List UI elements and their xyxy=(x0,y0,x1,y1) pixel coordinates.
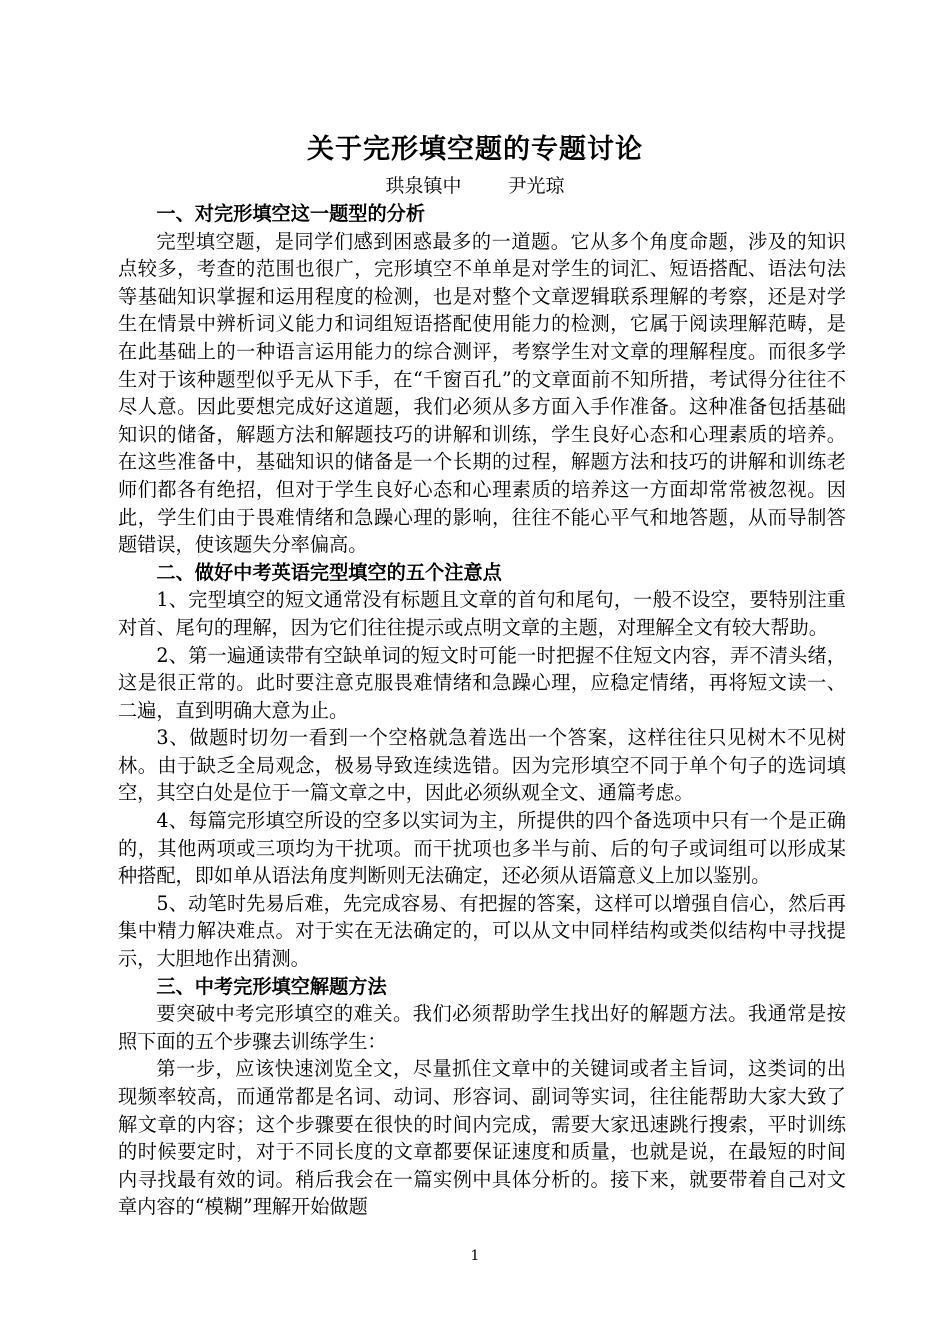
paragraph: 3、做题时切勿一看到一个空格就急着选出一个答案，这样往往只见树木不见树林。由于缺乏全局观念，极易导致连续选错。因为完形填空不同于单个句子的选词填空，其空白处是位于一篇文章之中，因此必须纵观全文、通篇考虑。 xyxy=(118,726,846,805)
document-title: 关于完形填空题的专题讨论 xyxy=(307,134,643,165)
section-heading: 一、对完形填空这一题型的分析 xyxy=(156,202,426,225)
paragraph: 要突破中考完形填空的难关。我们必须帮助学生找出好的解题方法。我通常是按照下面的五个步骤去训练学生： xyxy=(118,1002,846,1053)
paragraph: 2、第一遍通读带有空缺单词的短文时可能一时把握不住短文内容，弄不清头绪，这是很正常的。此时要注意克服畏难情绪和急躁心理，应稳定情绪，再将短文读一、二遍，直到明确大意为止。 xyxy=(118,643,846,722)
paragraph: 5、动笔时先易后难，先完成容易、有把握的答案，这样可以增强自信心，然后再集中精力解决难点。对于实在无法确定的，可以从文中同样结构或类似结构中寻找提示，大胆地作出猜测。 xyxy=(118,891,846,971)
author-name: 尹光琼 xyxy=(507,175,565,197)
page-number: 1 xyxy=(470,1248,480,1264)
school-name: 珙泉镇中 xyxy=(385,175,462,197)
paragraph: 完型填空题，是同学们感到困惑最多的一道题。它从多个角度命题，涉及的知识点较多，考查的范围也很广，完形填空不单单是对学生的词汇、短语搭配、语法句法等基础知识掌握和运用程度的检测，也是对整个文章逻辑联系理解的考察，还是对学生在情景中辨析词义能力和词组短语搭配使用能力的检测，它属于阅读理解范畴，是在此基础上的一种语言运用能力的综合测评，考察学生对文章的理解程度。而很多学生对于该种题型似乎无从下手，在“千窗百孔”的文章面前不知所措，考试得分往往不尽人意。因此要想完成好这道题，我们必须从多方面入手作准备。这种准备包括基础知识的储备，解题方法和解题技巧的讲解和训练，学生良好心态和心理素质的培养。在这些准备中，基础知识的储备是一个长期的过程，解题方法和技巧的讲解和训练老师们都各有绝招，但对于学生良好心态和心理素质的培养这一方面却常常被忽视。因此，学生们由于畏难情绪和急躁心理的影响，往往不能心平气和地答题，从而导制答题错误，使该题失分率偏高。 xyxy=(118,229,846,557)
paragraph: 1、完型填空的短文通常没有标题且文章的首句和尾句，一般不设空，要特别注重对首、尾句的理解，因为它们往往提示或点明文章的主题，对理解全文有较大帮助。 xyxy=(118,588,846,639)
document-body xyxy=(118,200,846,1221)
paragraph: 第一步，应该快速浏览全文，尽量抓住文章中的关键词或者主旨词，这类词的出现频率较高，而通常都是名词、动词、形容词、副词等实词，往往能帮助大家大致了解文章的内容；这个步骤要在很快的时间内完成，需要大家迅速跳行搜索，平时训练的时候要定时，对于不同长度的文章都要保证速度和质量，也就是说，在最短的时间内寻找最有效的词。稍后我会在一篇实例中具体分析的。接下来，就要带着自己对文章内容的“模糊”理解开始做题 xyxy=(118,1057,846,1219)
section-heading: 三、中考完形填空解题方法 xyxy=(156,974,387,998)
section-heading: 二、做好中考英语完型填空的五个注意点 xyxy=(156,560,502,584)
author-line xyxy=(0,172,950,200)
paragraph: 4、每篇完形填空所设的空多以实词为主，所提供的四个备选项中只有一个是正确的，其他两项或三项均为干扰项。而干扰项也多半与前、后的句子或词组可以形成某种搭配，即如单从语法角度判断则无法确定，还必须从语篇意义上加以鉴别。 xyxy=(118,809,846,888)
